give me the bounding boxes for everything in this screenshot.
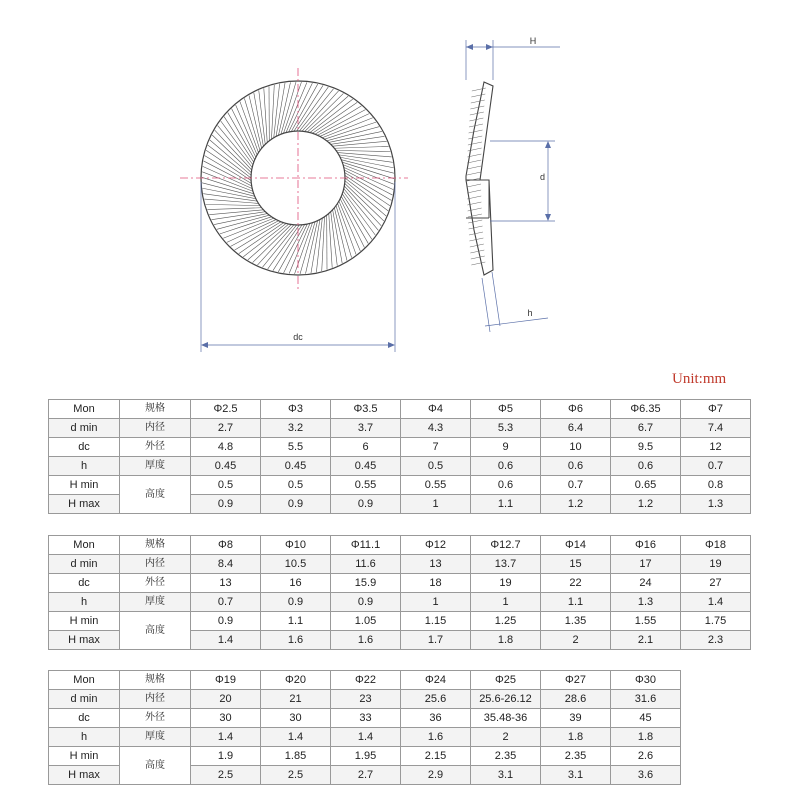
serration-line bbox=[306, 221, 318, 274]
table-cell: 0.45 bbox=[261, 457, 331, 476]
table-cell: 33 bbox=[331, 709, 401, 728]
table-row bbox=[49, 728, 681, 747]
table-cell: 11.6 bbox=[331, 555, 401, 574]
table-cell: 1.9 bbox=[191, 747, 261, 766]
table-cell: 1.4 bbox=[261, 728, 331, 747]
table-cell: 0.9 bbox=[331, 495, 401, 514]
row-label-cn: 内径 bbox=[120, 555, 191, 574]
row-label-cn: 规格 bbox=[120, 400, 191, 419]
table-cell: 2.35 bbox=[471, 747, 541, 766]
table-row bbox=[49, 476, 751, 495]
table-cell: 1.4 bbox=[191, 728, 261, 747]
table-cell: 1.4 bbox=[681, 593, 751, 612]
table-cell: Φ5 bbox=[471, 400, 541, 419]
table-cell: 9 bbox=[471, 438, 541, 457]
table-cell: 1.95 bbox=[331, 747, 401, 766]
H-arrow-right bbox=[486, 44, 493, 50]
row-label: Mon bbox=[49, 671, 120, 690]
serration-line bbox=[257, 225, 293, 265]
row-label: H min bbox=[49, 612, 120, 631]
table-cell: 35.48-36 bbox=[471, 709, 541, 728]
serration-line bbox=[316, 218, 322, 272]
table-cell: 1.8 bbox=[611, 728, 681, 747]
table-cell: 1.3 bbox=[681, 495, 751, 514]
row-label: dc bbox=[49, 709, 120, 728]
serration-line bbox=[340, 199, 364, 248]
serration-line bbox=[305, 93, 344, 131]
table-cell: 31.6 bbox=[611, 690, 681, 709]
table-cell: Φ20 bbox=[261, 671, 331, 690]
table-cell: Φ18 bbox=[681, 536, 751, 555]
table-cell: 12 bbox=[681, 438, 751, 457]
table-cell: 2.3 bbox=[681, 631, 751, 650]
table-cell: 20 bbox=[191, 690, 261, 709]
serration-line bbox=[227, 220, 276, 243]
table-cell: Φ6.35 bbox=[611, 400, 681, 419]
row-label: dc bbox=[49, 574, 120, 593]
d-label: d bbox=[539, 172, 545, 182]
table-cell: 25.6-26.12 bbox=[471, 690, 541, 709]
table-cell: 0.6 bbox=[471, 476, 541, 495]
table-row bbox=[49, 457, 751, 476]
table-cell: 0.7 bbox=[681, 457, 751, 476]
row-label-cn: 高度 bbox=[120, 476, 191, 514]
d-arrow-bottom bbox=[545, 214, 551, 221]
table-cell: 1 bbox=[401, 593, 471, 612]
dc-arrow-left bbox=[201, 342, 208, 348]
row-label: H max bbox=[49, 495, 120, 514]
table-cell: 1.2 bbox=[541, 495, 611, 514]
table-cell: 9.5 bbox=[611, 438, 681, 457]
table-cell: 13.7 bbox=[471, 555, 541, 574]
serration-line bbox=[311, 220, 320, 274]
table-cell: 0.7 bbox=[541, 476, 611, 495]
table-cell: 2.7 bbox=[191, 419, 261, 438]
washer-drawing bbox=[0, 0, 800, 380]
table-cell: 2.9 bbox=[401, 766, 471, 785]
table-cell: 5.5 bbox=[261, 438, 331, 457]
table-cell: 30 bbox=[191, 709, 261, 728]
row-label-cn: 外径 bbox=[120, 438, 191, 457]
table-cell: 0.6 bbox=[611, 457, 681, 476]
table-cell: Φ3.5 bbox=[331, 400, 401, 419]
serration-line bbox=[274, 84, 280, 138]
table-cell: 1.4 bbox=[191, 631, 261, 650]
table-cell: 2 bbox=[471, 728, 541, 747]
table-cell: Φ10 bbox=[261, 536, 331, 555]
table-cell: 1.7 bbox=[401, 631, 471, 650]
spec-table-1 bbox=[48, 399, 751, 514]
table-cell: 15 bbox=[541, 555, 611, 574]
serration-line bbox=[343, 165, 394, 184]
table-row bbox=[49, 671, 681, 690]
serration-line bbox=[343, 191, 375, 235]
table-row bbox=[49, 593, 751, 612]
serration-line bbox=[271, 85, 274, 139]
table-cell: Φ8 bbox=[191, 536, 261, 555]
table-cell: 1.8 bbox=[471, 631, 541, 650]
table-cell: 6 bbox=[331, 438, 401, 457]
table-cell: 7 bbox=[401, 438, 471, 457]
table-cell: 1.6 bbox=[401, 728, 471, 747]
row-label-cn: 高度 bbox=[120, 747, 191, 785]
row-label-cn: 高度 bbox=[120, 612, 191, 650]
table-cell: 0.9 bbox=[261, 593, 331, 612]
table-cell: 1.4 bbox=[331, 728, 401, 747]
table-cell: 1.15 bbox=[401, 612, 471, 631]
table-cell: 2.5 bbox=[261, 766, 331, 785]
table-cell: 13 bbox=[191, 574, 261, 593]
serration-line bbox=[289, 223, 310, 273]
table-cell: 0.5 bbox=[401, 457, 471, 476]
serration-line bbox=[207, 208, 261, 210]
table-cell: 0.45 bbox=[331, 457, 401, 476]
table-cell: Φ25 bbox=[471, 671, 541, 690]
table-cell: 3.2 bbox=[261, 419, 331, 438]
table-cell: 1.6 bbox=[331, 631, 401, 650]
row-label: H max bbox=[49, 766, 120, 785]
row-label: d min bbox=[49, 419, 120, 438]
table-cell: 1.85 bbox=[261, 747, 331, 766]
serration-line bbox=[295, 223, 313, 274]
table-cell: 1.05 bbox=[331, 612, 401, 631]
table-row bbox=[49, 400, 751, 419]
front-view bbox=[180, 68, 408, 352]
table-cell: 1 bbox=[401, 495, 471, 514]
table-cell: 15.9 bbox=[331, 574, 401, 593]
table-cell: 27 bbox=[681, 574, 751, 593]
table-cell: 16 bbox=[261, 574, 331, 593]
table-cell: Φ12 bbox=[401, 536, 471, 555]
table-cell: 0.55 bbox=[331, 476, 401, 495]
serration-line bbox=[336, 206, 352, 258]
table-row bbox=[49, 555, 751, 574]
d-arrow-top bbox=[545, 141, 551, 148]
serration-line bbox=[263, 225, 297, 267]
table-cell: 4.3 bbox=[401, 419, 471, 438]
table-cell: 25.6 bbox=[401, 690, 471, 709]
table-cell: 1.35 bbox=[541, 612, 611, 631]
table-cell: Φ16 bbox=[611, 536, 681, 555]
table-row bbox=[49, 747, 681, 766]
serration-line bbox=[204, 199, 258, 203]
table-cell: 0.8 bbox=[681, 476, 751, 495]
serration-line bbox=[334, 146, 388, 148]
serration-line bbox=[333, 210, 343, 263]
row-label-cn: 内径 bbox=[120, 690, 191, 709]
table-cell: 17 bbox=[611, 555, 681, 574]
table-cell: 1.3 bbox=[611, 593, 681, 612]
table-cell: Φ3 bbox=[261, 400, 331, 419]
table-row bbox=[49, 419, 751, 438]
row-label: h bbox=[49, 728, 120, 747]
row-label: H min bbox=[49, 747, 120, 766]
table-row bbox=[49, 574, 751, 593]
row-label: h bbox=[49, 457, 120, 476]
serration-line bbox=[254, 93, 264, 146]
row-label-cn: 规格 bbox=[120, 536, 191, 555]
row-label-cn: 厚度 bbox=[120, 593, 191, 612]
row-label: d min bbox=[49, 555, 120, 574]
serration-line bbox=[232, 109, 256, 158]
row-label: Mon bbox=[49, 536, 120, 555]
serration-line bbox=[244, 98, 260, 150]
table-cell: 10.5 bbox=[261, 555, 331, 574]
serration-line bbox=[202, 172, 253, 191]
serration-line bbox=[253, 225, 292, 263]
table-cell: 0.5 bbox=[191, 476, 261, 495]
table-cell: Φ4 bbox=[401, 400, 471, 419]
table-cell: 1.1 bbox=[471, 495, 541, 514]
serration-line bbox=[345, 181, 386, 216]
table-cell: 3.1 bbox=[471, 766, 541, 785]
row-label: d min bbox=[49, 690, 120, 709]
side-view bbox=[466, 36, 560, 332]
row-label-cn: 厚度 bbox=[120, 728, 191, 747]
table-cell: Φ2.5 bbox=[191, 400, 261, 419]
table-cell: Φ11.1 bbox=[331, 536, 401, 555]
table-cell: 2.35 bbox=[541, 747, 611, 766]
table-cell: 13 bbox=[401, 555, 471, 574]
serration-line bbox=[206, 204, 260, 205]
table-cell: 0.5 bbox=[261, 476, 331, 495]
table-cell: 0.9 bbox=[191, 495, 261, 514]
serration-line bbox=[333, 141, 387, 146]
row-label: H max bbox=[49, 631, 120, 650]
serration-line bbox=[278, 82, 290, 135]
row-label-cn: 厚度 bbox=[120, 457, 191, 476]
row-label: dc bbox=[49, 438, 120, 457]
table-cell: 0.45 bbox=[191, 457, 261, 476]
table-cell: 2 bbox=[541, 631, 611, 650]
table-row bbox=[49, 612, 751, 631]
table-cell: 1.75 bbox=[681, 612, 751, 631]
table-cell: 0.9 bbox=[191, 612, 261, 631]
table-cell: 2.1 bbox=[611, 631, 681, 650]
row-label: H min bbox=[49, 476, 120, 495]
h-extension-left bbox=[482, 278, 490, 332]
serration-line bbox=[302, 91, 338, 131]
row-label-cn: 内径 bbox=[120, 419, 191, 438]
table-cell: Φ27 bbox=[541, 671, 611, 690]
serration-line bbox=[209, 210, 263, 215]
h-dimension-line bbox=[485, 318, 548, 326]
table-cell: 2.15 bbox=[401, 747, 471, 766]
serration-line bbox=[320, 114, 369, 137]
table-cell: Φ30 bbox=[611, 671, 681, 690]
table-cell: 7.4 bbox=[681, 419, 751, 438]
table-cell: 6.7 bbox=[611, 419, 681, 438]
table-cell: 1.1 bbox=[261, 612, 331, 631]
serration-line bbox=[299, 89, 333, 131]
table-row bbox=[49, 536, 751, 555]
row-label-cn: 外径 bbox=[120, 709, 191, 728]
table-cell: 3.1 bbox=[541, 766, 611, 785]
spec-table-3 bbox=[48, 670, 681, 785]
h-label: h bbox=[527, 308, 533, 318]
serration-line bbox=[338, 153, 392, 157]
table-cell: 0.9 bbox=[331, 593, 401, 612]
table-cell: 3.7 bbox=[331, 419, 401, 438]
H-arrow-left bbox=[466, 44, 473, 50]
table-cell: 5.3 bbox=[471, 419, 541, 438]
table-cell: 30 bbox=[261, 709, 331, 728]
serration-line bbox=[322, 217, 325, 271]
table-cell: Φ12.7 bbox=[471, 536, 541, 555]
h-extension-right bbox=[492, 272, 500, 326]
spec-table-2 bbox=[48, 535, 751, 650]
table-cell: 36 bbox=[401, 709, 471, 728]
H-label: H bbox=[529, 36, 537, 46]
table-cell: 1.6 bbox=[261, 631, 331, 650]
table-cell: 0.9 bbox=[261, 495, 331, 514]
table-cell: 1.2 bbox=[611, 495, 681, 514]
table-cell: 8.4 bbox=[191, 555, 261, 574]
table-cell: 18 bbox=[401, 574, 471, 593]
table-cell: 19 bbox=[681, 555, 751, 574]
dc-arrow-right bbox=[388, 342, 395, 348]
table-cell: 1.1 bbox=[541, 593, 611, 612]
table-cell: Φ14 bbox=[541, 536, 611, 555]
table-cell: 2.5 bbox=[191, 766, 261, 785]
table-cell: 39 bbox=[541, 709, 611, 728]
table-cell: 19 bbox=[471, 574, 541, 593]
table-row bbox=[49, 438, 751, 457]
table-cell: Φ7 bbox=[681, 400, 751, 419]
dc-label: dc bbox=[293, 332, 303, 342]
table-row bbox=[49, 690, 681, 709]
serration-line bbox=[286, 82, 307, 132]
table-cell: Φ24 bbox=[401, 671, 471, 690]
table-cell: 1.25 bbox=[471, 612, 541, 631]
row-label-cn: 外径 bbox=[120, 574, 191, 593]
table-cell: 24 bbox=[611, 574, 681, 593]
table-cell: 22 bbox=[541, 574, 611, 593]
table-row bbox=[49, 709, 681, 728]
table-cell: 0.6 bbox=[541, 457, 611, 476]
row-label: Mon bbox=[49, 400, 120, 419]
table-cell: 6.4 bbox=[541, 419, 611, 438]
serration-line bbox=[212, 135, 251, 173]
table-cell: Φ6 bbox=[541, 400, 611, 419]
table-cell: 45 bbox=[611, 709, 681, 728]
serration-line bbox=[276, 83, 285, 137]
table-cell: 2.7 bbox=[331, 766, 401, 785]
table-cell: 21 bbox=[261, 690, 331, 709]
table-cell: 28.6 bbox=[541, 690, 611, 709]
serration-line bbox=[283, 82, 301, 133]
table-cell: 3.6 bbox=[611, 766, 681, 785]
table-cell: 10 bbox=[541, 438, 611, 457]
serration-line bbox=[345, 183, 384, 221]
table-cell: 4.8 bbox=[191, 438, 261, 457]
table-cell: Φ22 bbox=[331, 671, 401, 690]
table-cell: 23 bbox=[331, 690, 401, 709]
table-cell: 1.8 bbox=[541, 728, 611, 747]
table-cell: 1.55 bbox=[611, 612, 681, 631]
serration-line bbox=[221, 121, 253, 165]
serration-line bbox=[336, 150, 390, 151]
table-cell: 0.6 bbox=[471, 457, 541, 476]
row-label-cn: 规格 bbox=[120, 671, 191, 690]
table-cell: 2.6 bbox=[611, 747, 681, 766]
serration-line bbox=[210, 140, 251, 175]
table-cell: 1 bbox=[471, 593, 541, 612]
unit-label: Unit:mm bbox=[672, 371, 727, 387]
row-label: h bbox=[49, 593, 120, 612]
table-cell: 0.65 bbox=[611, 476, 681, 495]
table-cell: 0.7 bbox=[191, 593, 261, 612]
washer-technical-drawing bbox=[0, 0, 800, 380]
table-cell: 0.55 bbox=[401, 476, 471, 495]
table-cell: Φ19 bbox=[191, 671, 261, 690]
